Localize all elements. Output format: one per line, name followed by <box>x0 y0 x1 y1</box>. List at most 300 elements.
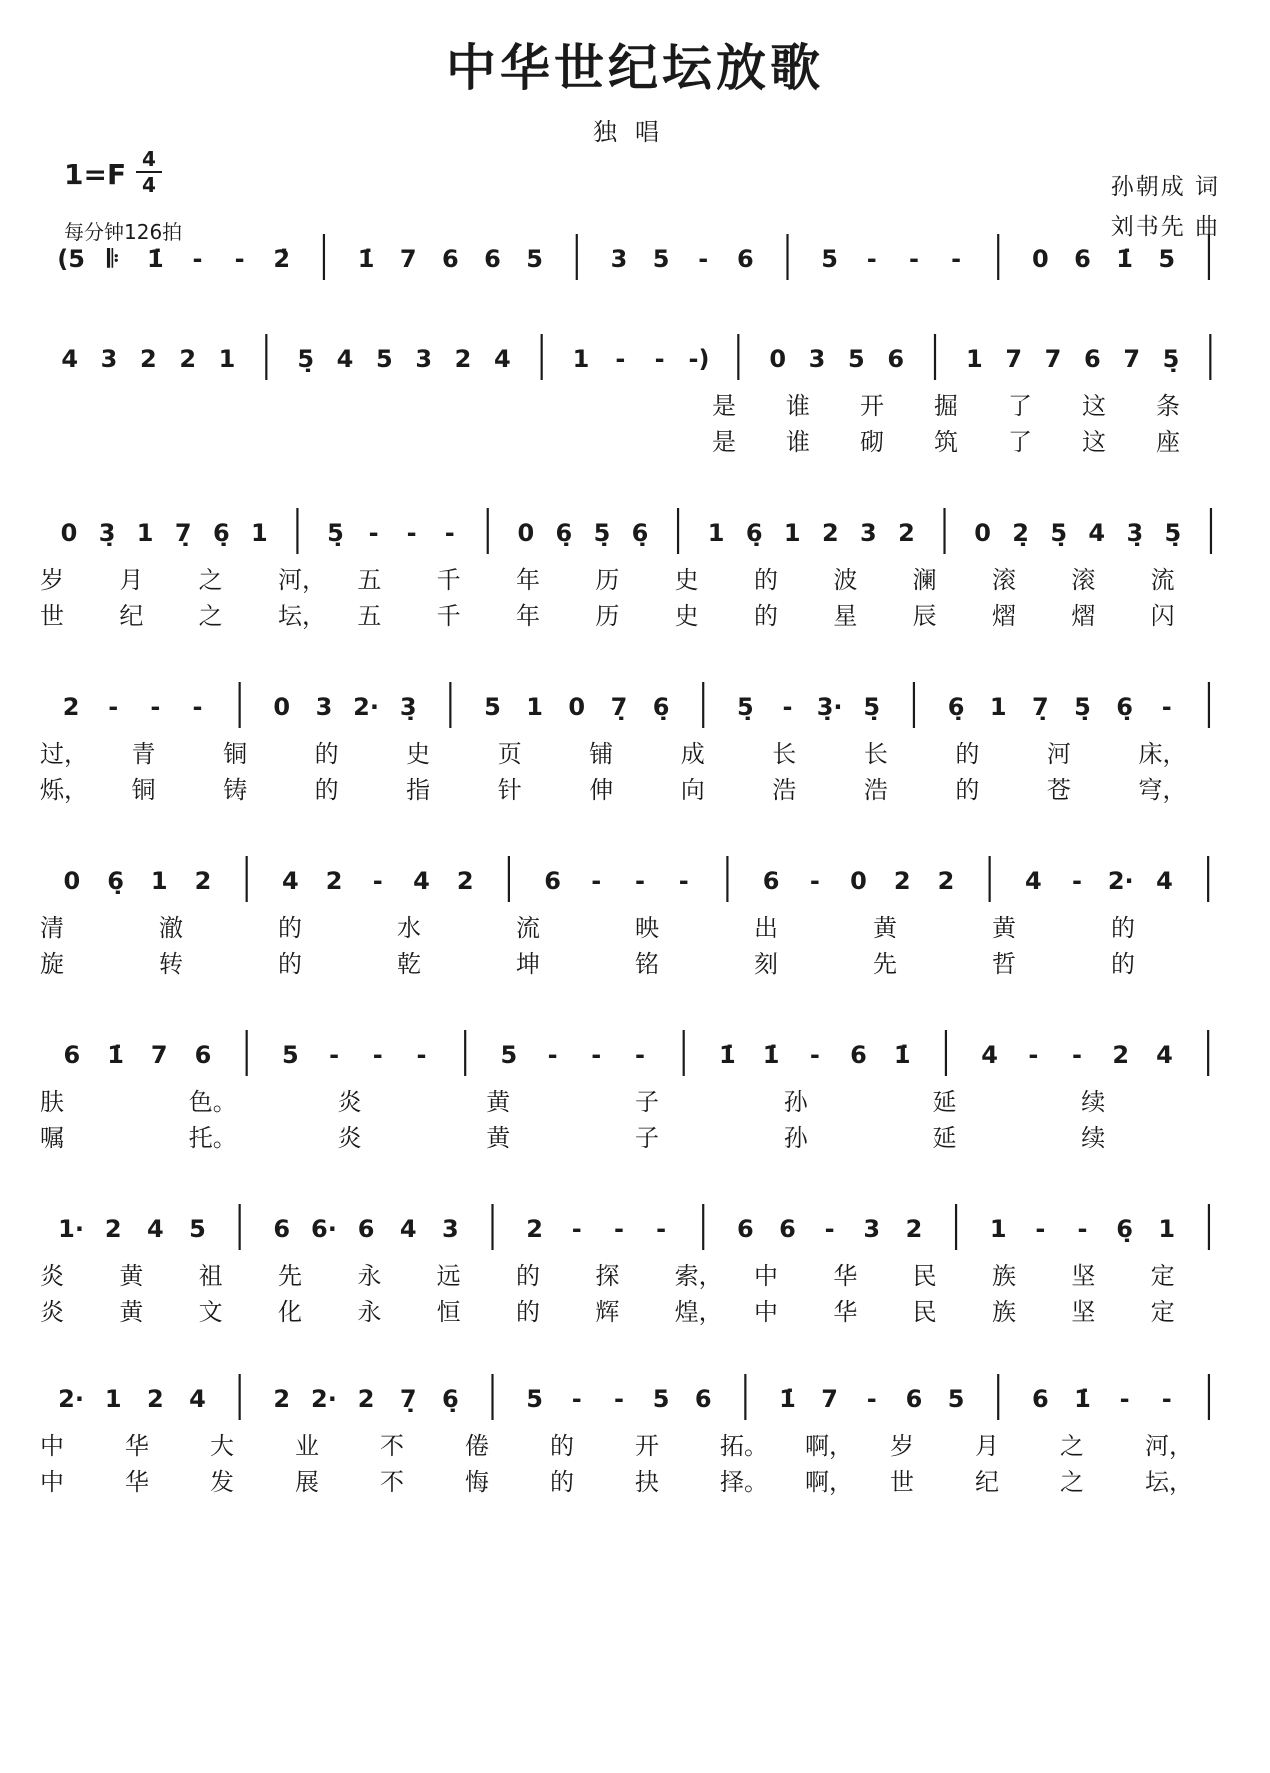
note: 5 <box>652 1385 670 1413</box>
note: 1 <box>136 519 154 547</box>
lyric-syllable: 这 <box>1082 392 1106 420</box>
lyric-syllable: 远 <box>436 1262 461 1290</box>
lyric-syllable: 恒 <box>436 1298 461 1326</box>
lyric-syllable: 史 <box>674 566 699 594</box>
note: 6 <box>737 1215 754 1243</box>
lyric-syllable: 砌 <box>860 428 884 456</box>
lyric-syllable: 开 <box>635 1432 659 1460</box>
note: 5̣ <box>297 345 315 373</box>
lyric-syllable: 长 <box>772 740 797 768</box>
note: 2 <box>62 693 80 721</box>
note: 6 <box>1032 1385 1049 1413</box>
lyric-syllable: 哲 <box>992 950 1016 978</box>
lyric-syllable: 向 <box>680 776 705 804</box>
note: - <box>150 693 161 721</box>
lyric-syllable: 的 <box>550 1468 574 1496</box>
note: 1 <box>707 519 725 547</box>
score-system <box>0 496 1270 666</box>
note: - <box>678 867 689 895</box>
lyric-syllable: 熠 <box>992 602 1016 630</box>
lyric-syllable: 啊， <box>805 1432 853 1460</box>
lyric-line-verse-1 <box>0 386 1270 420</box>
note: 2 <box>147 1385 164 1413</box>
note: 6 <box>762 867 780 895</box>
note: 1 <box>965 345 983 373</box>
lyric-syllable: 伸 <box>589 776 614 804</box>
note: 6̣ <box>212 519 230 547</box>
note: 6̣ <box>1116 1215 1133 1243</box>
note: 4 <box>147 1215 164 1243</box>
lyric-syllable: 孙 <box>783 1088 808 1116</box>
lyric-syllable: 辰 <box>912 602 937 630</box>
score-system <box>0 844 1270 1014</box>
note: 5̣ <box>1162 345 1180 373</box>
lyric-syllable: 之 <box>198 566 223 594</box>
note: 5̣ <box>593 519 611 547</box>
note: 7 <box>1044 345 1062 373</box>
note: 6̣ <box>442 1385 459 1413</box>
note: 1 <box>526 693 543 721</box>
note: 6̣ <box>631 519 649 547</box>
lyric-syllable: 永 <box>357 1262 382 1290</box>
lyric-syllable: 煌， <box>674 1298 723 1326</box>
note: 1̇ <box>1074 1385 1091 1413</box>
note: 1 <box>1158 1215 1176 1243</box>
note: 5̣ <box>1164 519 1182 547</box>
lyric-syllable: 的 <box>754 566 778 594</box>
note: 5 <box>821 245 838 273</box>
note: 2 <box>273 1385 291 1413</box>
note: 0 <box>63 867 81 895</box>
lyric-syllable: 定 <box>1150 1262 1175 1290</box>
note: 3̣ <box>399 693 417 721</box>
lyric-syllable: 炎 <box>40 1262 64 1290</box>
lyric-syllable: 谁 <box>786 392 810 420</box>
note: 2 <box>821 519 839 547</box>
lyric-syllable: 子 <box>635 1088 659 1116</box>
note: 2 <box>905 1215 923 1243</box>
note: 5 <box>526 245 543 273</box>
note: 3 <box>442 1215 459 1243</box>
lyric-syllable: 星 <box>833 602 858 630</box>
lyric-syllable: 筑 <box>934 428 958 456</box>
lyric-line-verse-1 <box>0 908 1270 942</box>
lyric-syllable: 这 <box>1082 428 1106 456</box>
performance-type: 独唱 <box>593 118 677 146</box>
lyric-syllable: 探 <box>595 1262 620 1290</box>
lyric-line-verse-2 <box>0 1462 1270 1496</box>
note: - <box>866 245 877 273</box>
note: - <box>329 1041 340 1069</box>
lyric-syllable: 之 <box>198 602 223 630</box>
lyric-syllable: 嘱 <box>40 1124 64 1152</box>
note: 2 <box>893 867 911 895</box>
lyric-syllable: 河 <box>1046 740 1071 768</box>
note: 4 <box>1024 867 1042 895</box>
lyric-syllable: 水 <box>397 914 421 942</box>
note: 0 <box>60 519 78 547</box>
lyric-syllable: 托。 <box>188 1124 237 1152</box>
lyric-syllable: 滚 <box>1071 566 1096 594</box>
note: 3 <box>808 345 826 373</box>
lyric-syllable: 床， <box>1138 740 1187 768</box>
note: - <box>635 1041 645 1069</box>
note: 7 <box>150 1041 168 1069</box>
lyric-syllable: 的 <box>754 602 778 630</box>
note: 1 <box>989 1215 1007 1243</box>
lyric-syllable: 出 <box>754 914 778 942</box>
lyric-syllable: 啊， <box>805 1468 853 1496</box>
lyric-syllable: 五 <box>357 566 382 594</box>
lyric-syllable: 拓。 <box>720 1432 768 1460</box>
note: - <box>192 693 203 721</box>
lyric-syllable: 炎 <box>337 1124 362 1152</box>
lyric-syllable: 的 <box>314 776 339 804</box>
note: - <box>547 1041 558 1069</box>
note: 3 <box>415 345 433 373</box>
note: 2 <box>179 345 197 373</box>
lyric-syllable: 中 <box>754 1262 778 1290</box>
lyric-syllable: 华 <box>833 1298 858 1326</box>
lyric-syllable: 铸 <box>223 776 248 804</box>
note: 6 <box>887 345 905 373</box>
lyric-syllable: 黄 <box>992 914 1016 942</box>
lyric-syllable: 色。 <box>188 1088 237 1116</box>
time-signature <box>136 148 162 196</box>
note: 6 <box>63 1041 81 1069</box>
note: - <box>1028 1041 1039 1069</box>
note: 2 <box>325 867 343 895</box>
lyric-syllable: 大 <box>210 1432 234 1460</box>
lyric-syllable: 刻 <box>754 950 778 978</box>
lyric-syllable: 族 <box>992 1262 1016 1290</box>
note: 0 <box>517 519 535 547</box>
lyric-syllable: 的 <box>314 740 339 768</box>
lyric-syllable: 子 <box>635 1124 659 1152</box>
lyric-line-verse-2 <box>0 422 1270 456</box>
lyric-syllable: 祖 <box>198 1262 223 1290</box>
note: 2 <box>357 1385 375 1413</box>
note: 4 <box>399 1215 417 1243</box>
lyric-syllable: 族 <box>992 1298 1016 1326</box>
note: 7̣ <box>174 519 192 547</box>
note: 1̇ <box>1116 245 1133 273</box>
note: 1̇ <box>719 1041 736 1069</box>
note: - <box>1119 1385 1130 1413</box>
note: - <box>591 1041 602 1069</box>
note: - <box>866 1385 877 1413</box>
note: - <box>444 519 455 547</box>
note: - <box>613 1215 624 1243</box>
score-system <box>0 322 1270 492</box>
note: 0 <box>850 867 867 895</box>
note: 2 <box>104 1215 122 1243</box>
note: 6 <box>1074 245 1091 273</box>
lyric-syllable: 针 <box>497 776 522 804</box>
note: 5 <box>947 1385 965 1413</box>
lyric-syllable: 中 <box>40 1468 64 1496</box>
lyric-syllable: 择。 <box>720 1468 768 1496</box>
lyric-syllable: 铺 <box>589 740 614 768</box>
lyric-syllable: 千 <box>436 566 461 594</box>
lyric-syllable: 抉 <box>635 1468 659 1496</box>
note: - <box>635 867 645 895</box>
lyric-line-verse-1 <box>0 1426 1270 1460</box>
note: 6 <box>694 1385 712 1413</box>
lyric-syllable: 坛， <box>278 602 326 630</box>
lyric-syllable: 华 <box>125 1432 149 1460</box>
lyric-syllable: 坚 <box>1071 1262 1096 1290</box>
note: 𝄆 <box>107 245 120 273</box>
tempo-marking: 每分钟126拍 <box>64 220 183 244</box>
lyric-line-verse-2 <box>0 1118 1270 1152</box>
lyric-syllable: 成 <box>680 740 705 768</box>
lyric-syllable: 业 <box>295 1432 319 1460</box>
note: 6· <box>311 1215 337 1243</box>
lyric-syllable: 坤 <box>516 950 540 978</box>
lyric-syllable: 肤 <box>40 1088 64 1116</box>
note: 4 <box>1156 867 1173 895</box>
note: 1̇ <box>107 1041 124 1069</box>
lyric-syllable: 岁 <box>40 566 64 594</box>
lyric-syllable: 条 <box>1156 392 1180 420</box>
lyric-syllable: 浩 <box>772 776 797 804</box>
lyric-syllable: 岁 <box>890 1432 914 1460</box>
lyric-syllable: 倦 <box>465 1432 489 1460</box>
note: 1 <box>989 693 1007 721</box>
lyric-syllable: 的 <box>516 1262 540 1290</box>
note: 1· <box>58 1215 84 1243</box>
lyric-line-verse-1 <box>0 560 1270 594</box>
note: - <box>782 693 793 721</box>
note: 3 <box>100 345 118 373</box>
score-system <box>0 670 1270 840</box>
note: 4 <box>413 867 430 895</box>
lyric-syllable: 纪 <box>119 602 144 630</box>
note: 7 <box>1005 345 1023 373</box>
lyric-syllable: 座 <box>1156 428 1180 456</box>
lyric-syllable: 坛， <box>1145 1468 1193 1496</box>
note: 7̣ <box>1032 693 1049 721</box>
note: 3 <box>860 519 877 547</box>
lyric-syllable: 月 <box>975 1432 999 1460</box>
score-system <box>0 1192 1270 1362</box>
lyric-syllable: 悔 <box>465 1468 489 1496</box>
note: 1̇ <box>779 1385 796 1413</box>
note: 6̣ <box>947 693 965 721</box>
note: 4 <box>336 345 354 373</box>
composer-credit: 刘书先 曲 <box>1110 214 1220 240</box>
lyric-syllable: 是 <box>712 392 736 420</box>
lyric-syllable: 发 <box>210 1468 234 1496</box>
lyric-syllable: 史 <box>406 740 431 768</box>
note: 3 <box>863 1215 881 1243</box>
note: - <box>809 867 820 895</box>
note: - <box>613 1385 624 1413</box>
note: - <box>591 867 602 895</box>
note: 7 <box>399 245 417 273</box>
note: -) <box>688 345 710 373</box>
lyric-line-verse-1 <box>0 1256 1270 1290</box>
lyric-syllable: 华 <box>833 1262 858 1290</box>
lyric-syllable: 世 <box>40 602 64 630</box>
key-signature: 1=F <box>64 158 127 191</box>
note: - <box>656 1215 667 1243</box>
lyric-syllable: 续 <box>1081 1088 1106 1116</box>
note: 6̣ <box>107 867 124 895</box>
note: 5̣ <box>863 693 881 721</box>
note: 6 <box>905 1385 923 1413</box>
lyric-syllable: 坚 <box>1071 1298 1096 1326</box>
lyric-syllable: 乾 <box>397 950 421 978</box>
note: - <box>416 1041 427 1069</box>
note: 5̣ <box>1050 519 1068 547</box>
note: - <box>372 867 383 895</box>
lyric-syllable: 波 <box>833 566 858 594</box>
note: 0 <box>568 693 586 721</box>
lyric-syllable: 掘 <box>934 392 958 420</box>
lyric-syllable: 澈 <box>159 914 183 942</box>
lyric-syllable: 铜 <box>131 776 156 804</box>
lyric-syllable: 河， <box>278 566 326 594</box>
note: 2· <box>1107 867 1134 895</box>
lyric-syllable: 历 <box>595 602 620 630</box>
note: 1̇ <box>893 1041 911 1069</box>
lyric-syllable: 年 <box>516 566 540 594</box>
note: 5̣ <box>1074 693 1091 721</box>
lyric-syllable: 滚 <box>992 566 1016 594</box>
note: 6̣ <box>1116 693 1133 721</box>
lyric-syllable: 中 <box>754 1298 778 1326</box>
note: 4 <box>1156 1041 1173 1069</box>
lyric-syllable: 铭 <box>635 950 659 978</box>
lyric-syllable: 炎 <box>40 1298 64 1326</box>
note: 4 <box>1088 519 1106 547</box>
lyric-syllable: 永 <box>357 1298 382 1326</box>
lyric-syllable: 的 <box>955 776 980 804</box>
lyric-syllable: 清 <box>40 914 64 942</box>
lyric-line-verse-1 <box>0 1082 1270 1116</box>
note: - <box>1072 1041 1083 1069</box>
lyric-syllable: 熠 <box>1071 602 1096 630</box>
note: 5 <box>375 345 393 373</box>
lyric-syllable: 澜 <box>912 566 937 594</box>
lyric-syllable: 黄 <box>119 1262 144 1290</box>
lyric-syllable: 延 <box>932 1088 957 1116</box>
note: 5 <box>189 1215 206 1243</box>
lyric-syllable: 的 <box>278 950 302 978</box>
lyric-syllable: 的 <box>955 740 980 768</box>
note: 5 <box>484 693 501 721</box>
lyric-syllable: 之 <box>1060 1432 1084 1460</box>
lyric-syllable: 孙 <box>783 1124 808 1152</box>
lyric-syllable: 民 <box>912 1298 937 1326</box>
lyric-syllable: 穹， <box>1138 776 1187 804</box>
lyric-syllable: 流 <box>1150 566 1175 594</box>
lyric-syllable: 苍 <box>1046 776 1071 804</box>
note: 4 <box>282 867 299 895</box>
note: 5 <box>847 345 865 373</box>
note: 5 <box>526 1385 543 1413</box>
lyric-syllable: 延 <box>932 1124 957 1152</box>
note: 1 <box>150 867 168 895</box>
lyric-syllable: 华 <box>125 1468 149 1496</box>
note: 1 <box>218 345 236 373</box>
note: - <box>1072 867 1083 895</box>
note: 1̇ <box>357 245 375 273</box>
lyric-syllable: 辉 <box>595 1298 620 1326</box>
lyric-syllable: 定 <box>1150 1298 1175 1326</box>
lyric-syllable: 月 <box>119 566 144 594</box>
note: - <box>698 245 709 273</box>
lyric-syllable: 浩 <box>863 776 888 804</box>
lyricist-credit: 孙朝成 词 <box>1110 174 1220 200</box>
lyric-syllable: 中 <box>40 1432 64 1460</box>
note: 2 <box>526 1215 543 1243</box>
note: - <box>571 1215 582 1243</box>
lyric-syllable: 谁 <box>786 428 810 456</box>
note: 2 <box>1112 1041 1130 1069</box>
lyric-syllable: 不 <box>380 1468 404 1496</box>
lyric-syllable: 展 <box>295 1468 319 1496</box>
lyric-syllable: 化 <box>278 1298 302 1326</box>
lyric-syllable: 的 <box>1111 914 1135 942</box>
note: 5̣ <box>327 519 344 547</box>
note: 2· <box>311 1385 337 1413</box>
lyric-syllable: 长 <box>863 740 888 768</box>
note: 6 <box>194 1041 212 1069</box>
lyric-syllable: 纪 <box>975 1468 999 1496</box>
lyric-syllable: 千 <box>436 602 461 630</box>
lyric-line-verse-2 <box>0 944 1270 978</box>
note: 2 <box>194 867 212 895</box>
lyric-syllable: 索， <box>674 1262 723 1290</box>
note: 2 <box>139 345 157 373</box>
lyric-syllable: 的 <box>550 1432 574 1460</box>
lyric-syllable: 的 <box>516 1298 540 1326</box>
note: 5 <box>652 245 670 273</box>
lyric-syllable: 文 <box>198 1298 223 1326</box>
note: - <box>108 693 119 721</box>
note: - <box>368 519 379 547</box>
note: 6̣ <box>652 693 670 721</box>
note: - <box>372 1041 383 1069</box>
note: 6 <box>357 1215 375 1243</box>
note: 6 <box>737 245 754 273</box>
note: 1 <box>104 1385 122 1413</box>
note: 3 <box>315 693 333 721</box>
note: 5̣ <box>737 693 754 721</box>
note: - <box>615 345 626 373</box>
note: 6 <box>442 245 459 273</box>
lyric-syllable: 炎 <box>337 1088 362 1116</box>
lyric-syllable: 是 <box>712 428 736 456</box>
note: 1̇ <box>147 245 164 273</box>
note: 1 <box>251 519 268 547</box>
note: 5 <box>500 1041 518 1069</box>
note: 1̇ <box>762 1041 780 1069</box>
lyric-syllable: 黄 <box>486 1088 511 1116</box>
note: 3̣ <box>98 519 116 547</box>
note: - <box>571 1385 582 1413</box>
lyric-syllable: 青 <box>131 740 156 768</box>
note: 4 <box>493 345 511 373</box>
lyric-syllable: 五 <box>357 602 382 630</box>
note: 3 <box>610 245 628 273</box>
lyric-syllable: 世 <box>890 1468 914 1496</box>
note: - <box>824 1215 835 1243</box>
note: 0 <box>769 345 787 373</box>
